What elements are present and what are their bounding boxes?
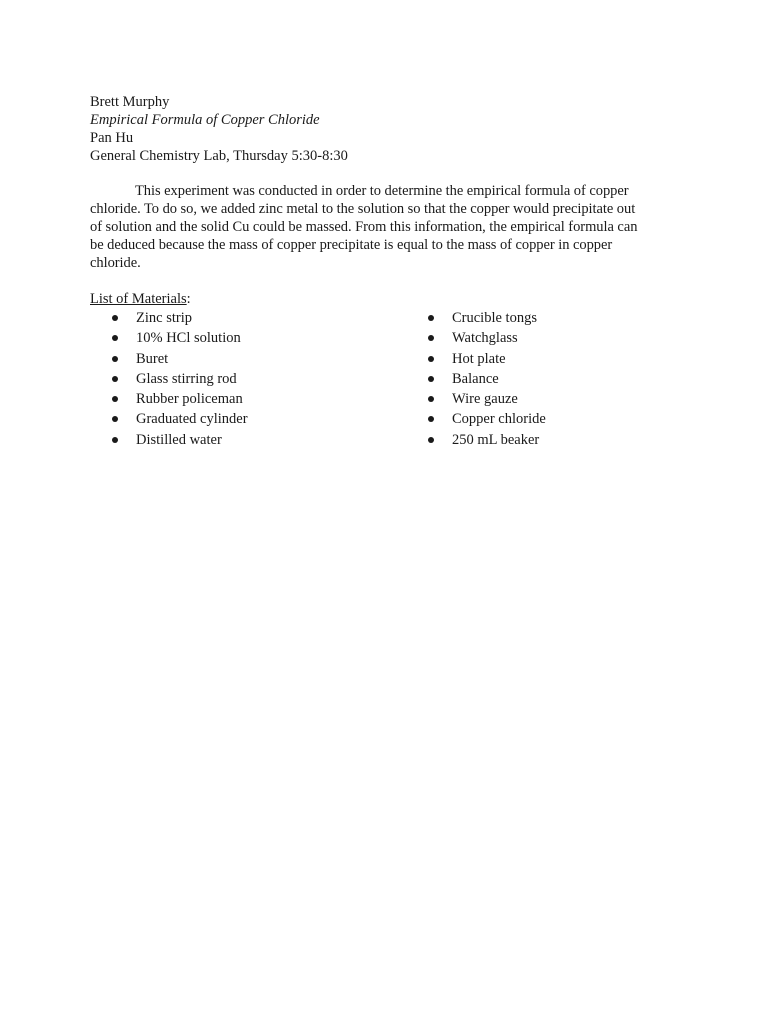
bullet-icon [428,396,434,402]
list-item [428,370,546,390]
partner-name: Pan Hu [90,130,134,146]
bullet-icon [112,335,118,341]
list-item [428,350,546,370]
course-info: General Chemistry Lab, Thursday 5:30-8:30 [90,148,348,164]
bullet-icon [428,335,434,341]
list-item-label: Hot plate [452,350,506,367]
list-item [428,329,546,349]
bullet-icon [112,416,118,422]
bullet-icon [428,356,434,362]
list-item-label: Glass stirring rod [136,370,237,387]
list-item-label: Wire gauze [452,391,518,408]
list-item [428,431,546,451]
list-item [112,350,248,370]
list-item [428,410,546,430]
list-item-label: Graduated cylinder [136,411,248,428]
list-item-label: Buret [136,350,169,367]
materials-heading-text: List of Materials [90,291,187,307]
list-item [428,390,546,410]
bullet-icon [112,396,118,402]
list-item [112,309,248,329]
intro-line: This experiment was conducted in order to determine the empirical formula of copper [135,183,629,199]
list-item [112,431,248,451]
list-item [112,390,248,410]
bullet-icon [112,437,118,443]
intro-line: chloride. To do so, we added zinc metal to the solution so that the copper would precipitate out [90,201,636,217]
document-header [90,93,690,165]
bullet-icon [112,376,118,382]
list-item [112,410,248,430]
list-item-label: 250 mL beaker [452,431,540,448]
bullet-icon [428,376,434,382]
report-title: Empirical Formula of Copper Chloride [90,112,320,128]
materials-list-left [112,309,248,451]
list-item [112,329,248,349]
list-item-label: Watchglass [452,330,518,347]
list-item-label: Distilled water [136,431,222,448]
author-name: Brett Murphy [90,94,170,110]
list-item [428,309,546,329]
list-item-label: 10% HCl solution [136,330,241,347]
list-item-label: Crucible tongs [452,310,537,326]
list-item-label: Copper chloride [452,411,546,428]
list-item [112,370,248,390]
bullet-icon [112,356,118,362]
bullet-icon [428,416,434,422]
materials-heading [90,290,191,308]
list-item-label: Balance [452,370,499,387]
intro-paragraph [90,182,672,272]
materials-heading-colon: : [186,291,191,307]
bullet-icon [112,315,118,321]
intro-line: of solution and the solid Cu could be massed. From this information, the empirical formula can [90,219,638,235]
bullet-icon [428,315,434,321]
intro-line: be deduced because the mass of copper precipitate is equal to the mass of copper in copper [90,237,613,253]
materials-list-right [428,309,546,451]
list-item-label: Rubber policeman [136,391,243,408]
list-item-label: Zinc strip [136,310,192,326]
bullet-icon [428,437,434,443]
intro-line: chloride. [90,255,141,271]
